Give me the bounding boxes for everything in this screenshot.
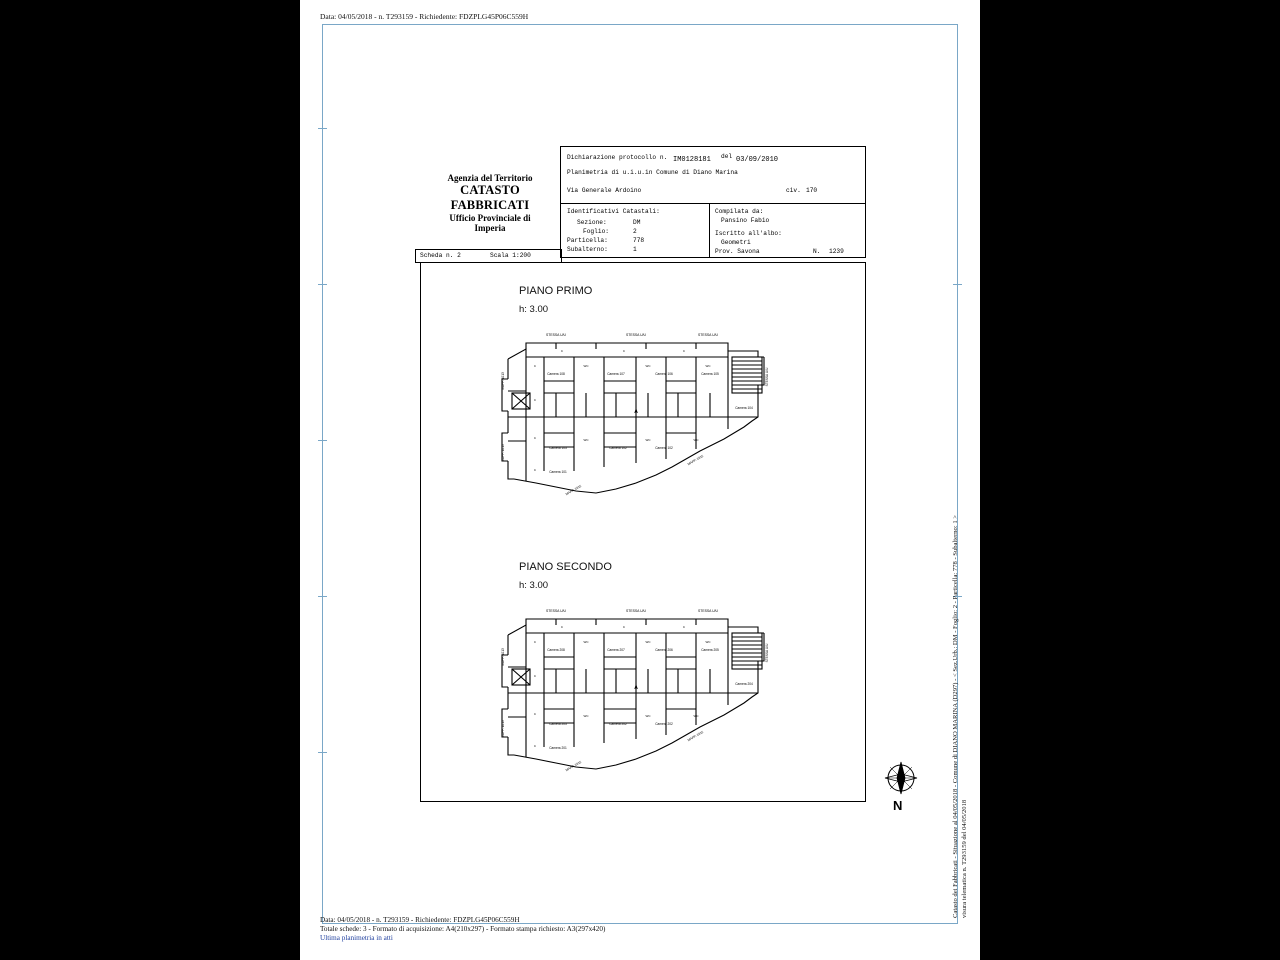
declaration-divider-vertical — [709, 203, 710, 257]
albo-label: Iscritto all'albo: — [715, 230, 782, 237]
foglio-value: 2 — [633, 228, 637, 235]
wc-label: WC — [645, 364, 651, 368]
agency-line-1: Agenzia del Territorio — [447, 173, 533, 183]
protocol-date-value: 03/09/2010 — [736, 156, 779, 164]
crop-line-top — [322, 24, 958, 25]
registration-tick-left-3 — [318, 440, 327, 441]
wc-label: WC — [645, 640, 651, 644]
plan-label-stessa-2: STESSA U/U — [626, 333, 646, 337]
room-label: Camera 108 — [547, 372, 565, 376]
compass-rose — [876, 758, 926, 818]
sezione-label: Sezione: — [577, 219, 607, 226]
crop-line-left — [322, 24, 323, 924]
scheda-number: Scheda n. 2 — [420, 252, 461, 259]
mapp-label-left: MAPP. 1013 — [501, 648, 505, 666]
registration-tick-left-5 — [318, 752, 327, 753]
side-vertical-text — [952, 418, 966, 918]
declaration-divider-horizontal — [561, 203, 865, 204]
room-label: Camera 102 — [655, 446, 673, 450]
closet-label: C — [533, 468, 537, 472]
room-label: Camera 102 — [609, 446, 627, 450]
closet-label: C — [560, 349, 564, 353]
room-label: Camera 207 — [607, 648, 625, 652]
room-label: Camera 206 — [655, 648, 673, 652]
wc-label: WC — [583, 364, 589, 368]
identifiers-title: Identificativi Catastali: — [567, 208, 660, 215]
room-label: Camera 201 — [549, 746, 567, 750]
footer-line-3: Ultima planimetria in atti — [320, 934, 393, 942]
room-label: Camera 103 — [549, 446, 567, 450]
agency-line-3: Ufficio Provinciale di — [449, 213, 531, 223]
prov-label: Prov. Savona — [715, 248, 760, 255]
room-label: Camera 208 — [547, 648, 565, 652]
protocol-label: Dichiarazione protocollo n. — [567, 154, 668, 161]
protocol-date-label: del — [721, 153, 733, 160]
floor-title-second: PIANO SECONDO — [519, 561, 612, 573]
footer-line-1: Data: 04/05/2018 - n. T293159 - Richiedente: FDZPLG45P06C559H — [320, 916, 520, 924]
registration-tick-right-1 — [953, 284, 962, 285]
corridor-label: A — [634, 685, 638, 691]
side-text-line-2: visura telematica n. T293159 del 04/05/2018 — [961, 799, 968, 918]
closet-label: C — [533, 744, 537, 748]
agency-line-4: Imperia — [474, 223, 506, 233]
wc-label: WC — [645, 714, 651, 718]
room-label: Camera 106 — [655, 372, 673, 376]
closet-label: C — [622, 349, 626, 353]
room-label: Camera 107 — [607, 372, 625, 376]
compass-north-label: N — [893, 798, 903, 813]
closet-label: C — [533, 398, 537, 402]
scheda-scale: Scala 1:200 — [490, 252, 531, 259]
agency-block — [420, 173, 560, 233]
closet-label: C — [533, 436, 537, 440]
wc-label: WC — [583, 714, 589, 718]
n-value: 1239 — [829, 248, 844, 255]
registration-tick-left-1 — [318, 128, 327, 129]
mapp-label-left: MAPP. 1013 — [501, 372, 505, 390]
wc-label: WC — [705, 364, 711, 368]
mapp-label-left-2: MAPP. 1013 — [501, 444, 505, 462]
sezione-value: DM — [633, 219, 641, 226]
room-label: Camera 205 — [701, 648, 719, 652]
floor-title-first: PIANO PRIMO — [519, 285, 593, 297]
footer-block — [320, 916, 605, 943]
room-label: Camera 204 — [735, 682, 753, 686]
wc-label: WC — [693, 438, 699, 442]
wc-label: WC — [583, 438, 589, 442]
room-label: Camera 203 — [549, 722, 567, 726]
document-page — [300, 0, 980, 960]
floor-height-first: h: 3.00 — [519, 304, 549, 315]
albo-value: Geometri — [721, 239, 751, 246]
foglio-label: Foglio: — [583, 228, 609, 235]
room-label: Camera 105 — [701, 372, 719, 376]
room-label: Camera 202 — [655, 722, 673, 726]
subalterno-value: 1 — [633, 246, 637, 253]
plan-label-stessa-3: STESSA U/U — [698, 333, 718, 337]
address-value: Via Generale Ardoino — [567, 187, 642, 194]
floor-height-second: h: 3.00 — [519, 580, 549, 591]
compiled-label: Compilata da: — [715, 208, 764, 215]
particella-value: 778 — [633, 237, 645, 244]
civ-value: 170 — [806, 187, 818, 194]
plan-label-stessa-2: STESSA U/U — [626, 609, 646, 613]
stessa-label-right: STESSA U/U — [765, 643, 769, 663]
corridor-label: A — [634, 409, 638, 415]
plan-label-stessa-1: STESSA U/U — [546, 609, 566, 613]
wc-label: WC — [693, 714, 699, 718]
floor-plan-first — [496, 321, 796, 501]
wc-label: WC — [583, 640, 589, 644]
mapp-label-left-2: MAPP. 1013 — [501, 720, 505, 738]
civ-label: civ. — [786, 187, 801, 194]
closet-label: C — [533, 364, 537, 368]
header-request-line: Data: 04/05/2018 - n. T293159 - Richiedente: FDZPLG45P06C559H — [320, 12, 529, 21]
scheda-bar — [415, 249, 562, 263]
closet-label: C — [622, 625, 626, 629]
closet-label: C — [560, 625, 564, 629]
room-label: Camera 202 — [609, 722, 627, 726]
mapp-label-bottom-2: MAPP. 1015 — [564, 484, 583, 497]
room-label: Camera 101 — [549, 470, 567, 474]
stessa-label-right: STESSA U/U — [765, 367, 769, 387]
closet-label: C — [533, 640, 537, 644]
declaration-table — [560, 146, 866, 258]
protocol-value: IM0128181 — [673, 156, 711, 164]
subalterno-label: Subalterno: — [567, 246, 608, 253]
side-text-line-1: Catasto dei Fabbricati - Situazione al 04/05/2018 - Comune di DIANO MARINA (D297) - < Sez.Urb.: DM - Foglio: 2 - Particella: 778 - Subalterno: 1 > — [952, 514, 959, 918]
mapp-label-bottom: MAPP. 1015 — [686, 730, 705, 743]
floor-plan-second — [496, 597, 796, 777]
plan-label-stessa-3: STESSA U/U — [698, 609, 718, 613]
particella-label: Particella: — [567, 237, 608, 244]
footer-line-2: Totale schede: 3 - Formato di acquisizione: A4(210x297) - Formato stampa richiesto: A3(297x420) — [320, 925, 606, 933]
closet-label: C — [682, 625, 686, 629]
registration-tick-left-2 — [318, 284, 327, 285]
n-label: N. — [813, 248, 821, 255]
agency-line-2: CATASTO FABBRICATI — [450, 183, 530, 212]
compiled-value: Pansino Fabio — [721, 217, 770, 224]
planimetry-line: Planimetria di u.i.u.in Comune di Diano Marina — [567, 169, 738, 176]
room-label: Camera 104 — [735, 406, 753, 410]
registration-tick-left-4 — [318, 596, 327, 597]
closet-label: C — [682, 349, 686, 353]
mapp-label-bottom: MAPP. 1015 — [686, 454, 705, 467]
drawing-frame — [420, 262, 903, 813]
closet-label: C — [533, 674, 537, 678]
wc-label: WC — [645, 438, 651, 442]
mapp-label-bottom-2: MAPP. 1015 — [564, 760, 583, 773]
wc-label: WC — [705, 640, 711, 644]
closet-label: C — [533, 712, 537, 716]
plan-label-stessa-1: STESSA U/U — [546, 333, 566, 337]
